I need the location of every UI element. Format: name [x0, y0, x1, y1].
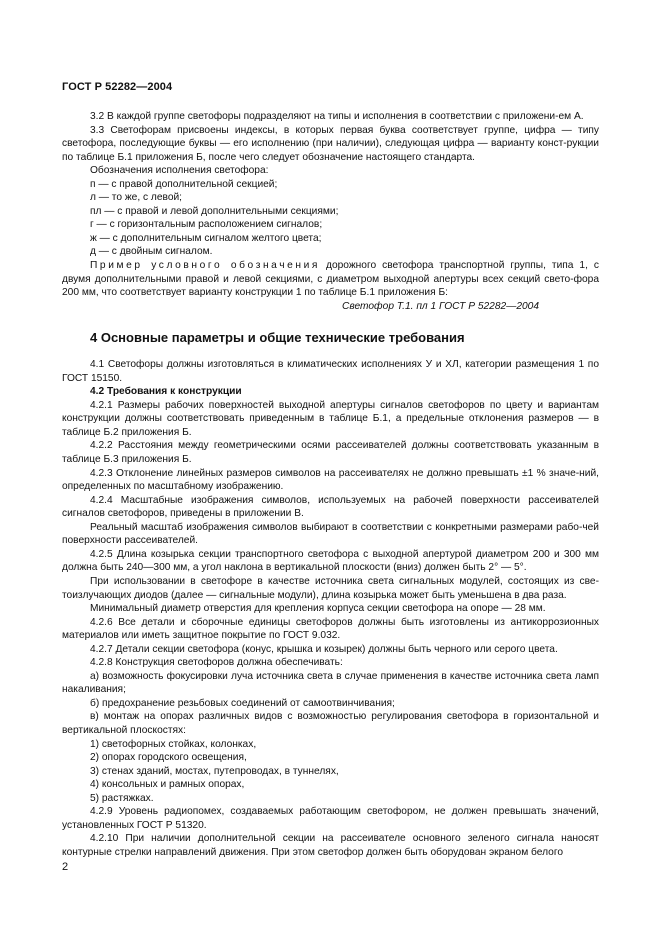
designation-item: д — с двойным сигналом.	[90, 246, 213, 258]
paragraph-4-2-6: 4.2.6 Все детали и сборочные единицы светофоров должны быть изготовлены из антикоррозионных материалов или иметь защитное покрытие по ГОСТ 9.032.	[62, 616, 599, 642]
paragraph-4-1: 4.1 Светофоры должны изготовляться в климатических исполнениях У и ХЛ, категории размещения 1 по ГОСТ 15150.	[62, 359, 599, 384]
paragraph-3-3: 3.3 Светофорам присвоены индексы, в которых первая буква соответствует группе, цифра — типу светофора, последующие буквы — его исполнению (при наличии), следующая цифра — варианту конст-рукции по таблице Б.1 приложения Б, после чего следует обозначение настоящего стандарта.	[62, 124, 599, 163]
document-body	[62, 110, 599, 859]
designation-item: пл — с правой и левой дополнительными секциями;	[90, 205, 339, 217]
mount-item: 5) растяжках.	[90, 792, 154, 804]
mount-item: 1) светофорных стойках, колонках,	[90, 738, 257, 750]
designation-item: л — то же, с левой;	[90, 192, 183, 204]
page-number: 2	[62, 861, 69, 873]
paragraph-4-2-5: 4.2.5 Длина козырька секции транспортного светофора с выходной апертурой диаметром 200 и 300 мм должна быть 240—300 мм, а угол наклона в вертикальной плоскости (вниз) должен быть 2° — 5°.	[62, 548, 599, 574]
subsection-4-2-title: 4.2 Требования к конструкции	[90, 386, 242, 398]
paragraph-4-2-8b: б) предохранение резьбовых соединений от самоотвинчивания;	[90, 697, 395, 709]
designation-item: п — с правой дополнительной секцией;	[90, 178, 278, 190]
paragraph-4-2-10: 4.2.10 При наличии дополнительной секции на рассеивателе основного зеленого сигнала наносят контурные стрелки направлений движения. При этом светофор должен быть оборудован экраном белого	[62, 833, 599, 858]
example-paragraph	[62, 259, 599, 300]
mount-item: 2) опорах городского освещения,	[90, 752, 247, 764]
mount-item: 4) консольных и рамных опорах,	[90, 779, 245, 791]
paragraph-4-2-3: 4.2.3 Отклонение линейных размеров символов на рассеивателях не должно превышать ±1 % значе-ний, определенных по масштабному изображению.	[62, 467, 599, 493]
section-4-title: 4 Основные параметры и общие технические требования	[90, 330, 465, 346]
paragraph-4-2-9: 4.2.9 Уровень радиопомех, создаваемых работающим светофором, не должен превышать значений, установленных ГОСТ Р 51320.	[62, 806, 599, 831]
paragraph-4-2-5b: При использовании в светофоре в качестве источника света сигнальных модулей, состоящих из све-тоизлучающих диодов (далее — сигнальные модули), длина козырька может быть уменьшена в два раза.	[62, 575, 599, 601]
paragraph-4-2-8c: в) монтаж на опорах различных видов с возможностью регулирования светофора в горизонтальной и вертикальной плоскостях:	[62, 711, 599, 736]
example-label: Пример условного обозначения	[90, 260, 321, 272]
designations-intro: Обозначения исполнения светофора:	[90, 165, 269, 177]
paragraph-4-2-8a: а) возможность фокусировки луча источника света в случае применения в качестве источника света ламп накаливания;	[62, 670, 599, 696]
designation-item: ж — с дополнительным сигналом желтого цвета;	[90, 232, 322, 244]
paragraph-4-2-7: 4.2.7 Детали секции светофора (конус, крышка и козырек) должны быть черного или серого цвета.	[90, 643, 558, 655]
example-text: дорожного светофора транспортной группы, типа 1, с двумя дополнительными правой и левой секциями, с диаметром выходной апертуры всех секций свето-фора 200 мм, что соответствует варианту конструкции 1 по таблице Б.1 приложения Б:	[62, 260, 599, 299]
paragraph-4-2-2: 4.2.2 Расстояния между геометрическими осями рассеивателей должны соответствовать указанным в таблице Б.3 приложения Б.	[62, 440, 599, 466]
paragraph-4-2-8: 4.2.8 Конструкция светофоров должна обеспечивать:	[90, 657, 343, 669]
designation-item: г — с горизонтальным расположением сигналов;	[90, 219, 323, 231]
paragraph-4-2-4: 4.2.4 Масштабные изображения символов, используемых на рабочей поверхности рассеивателей сигналов светофоров, приведены в приложении В.	[62, 494, 599, 520]
document-header: ГОСТ Р 52282—2004	[62, 81, 173, 93]
paragraph-4-2-5c: Минимальный диаметр отверстия для крепления корпуса секции светофора на опоре — 28 мм.	[90, 603, 546, 615]
paragraph-3-2: 3.2 В каждой группе светофоры подразделяют на типы и исполнения в соответствии с приложени-ем А.	[90, 111, 584, 122]
example-designation: Светофор Т.1. пл 1 ГОСТ Р 52282—2004	[342, 300, 539, 312]
paragraph-4-2-1: 4.2.1 Размеры рабочих поверхностей выходной апертуры сигналов светофоров по цвету и вариантам конструкции должны соответствовать приведенным в таблице Б.1, а предельные отклонения размеров — в таблице Б.2 приложения Б.	[62, 399, 599, 438]
mount-item: 3) стенах зданий, мостах, путепроводах, в туннелях,	[90, 765, 339, 777]
paragraph-4-2-4b: Реальный масштаб изображения символов выбирают в соответствии с конкретными размерами рабо-чей поверхности рассеивателей.	[62, 521, 599, 547]
